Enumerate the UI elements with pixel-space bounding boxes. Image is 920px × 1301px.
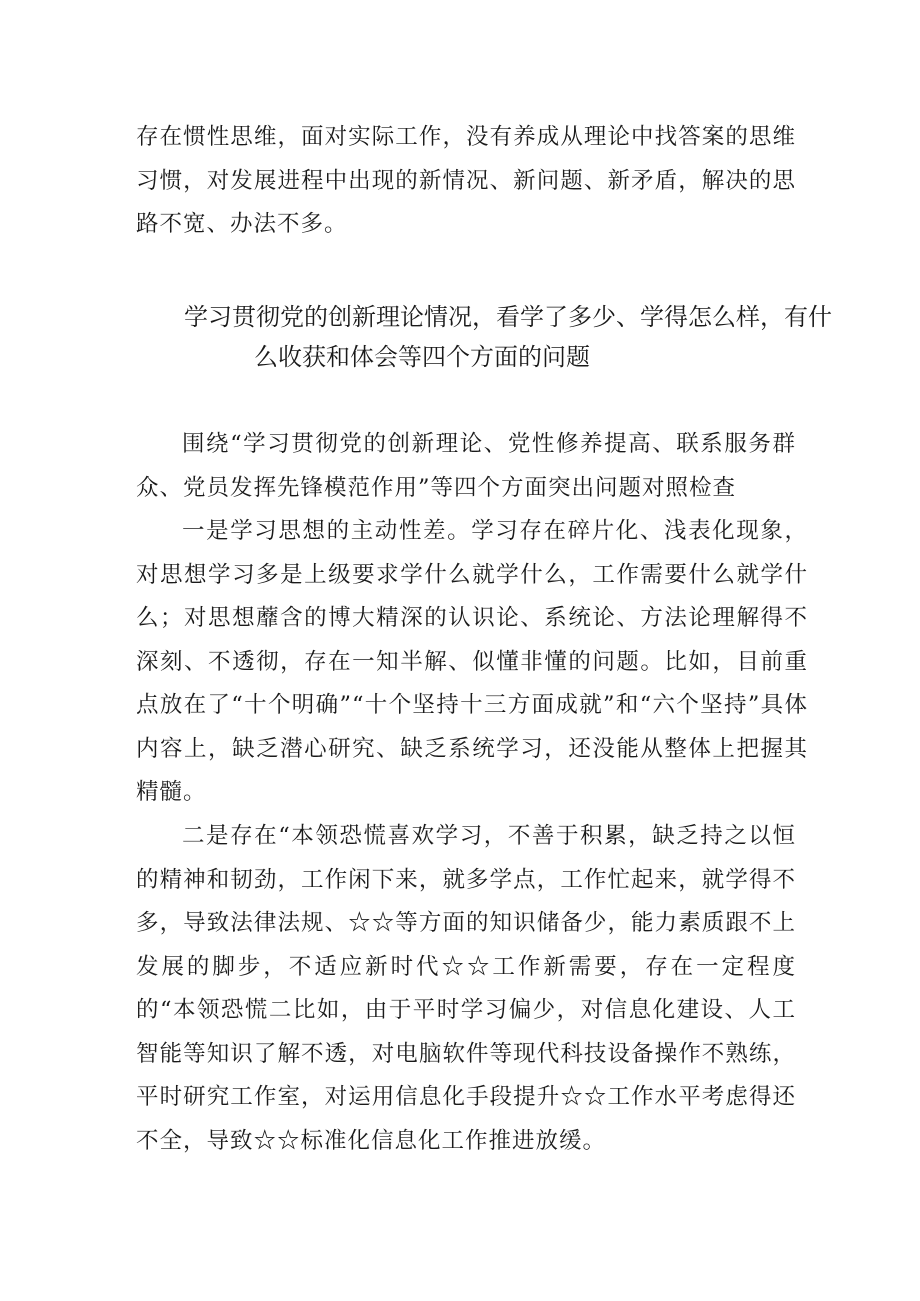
paragraph-continuation: 存在惯性思维，面对实际工作，没有养成从理论中找答案的思维习惯，对发展进程中出现的新情况、新问题、新矛盾，解决的思路不宽、办法不多。 (136, 124, 796, 237)
section-heading-line-1: 学习贯彻党的创新理论情况，看学了多少、学得怎么样，有什 (184, 303, 832, 331)
paragraph-point-two: 二是存在“本领恐慌喜欢学习，不善于积累，缺乏持之以恒的精神和韧劲，工作闲下来，就多学点，工作忙起来，就学得不多，导致法律法规、☆☆等方面的知识储备少，能力素质跟不上发展的脚步，不适应新时代☆☆工作新需要，存在一定程度的“本领恐慌二比如，由于平时学习偏少，对信息化建设、人工智能等知识了解不透，对电脑软件等现代科技设备操作不熟练，平时研究工作室，对运用信息化手段提升☆☆工作水平考虑得还不全，导致☆☆标准化信息化工作推进放缓。 (136, 823, 796, 1154)
section-heading-line-2: 么收获和体会等四个方面的问题 (254, 343, 590, 371)
section-heading (136, 297, 836, 377)
paragraph-point-one: 一是学习思想的主动性差。学习存在碎片化、浅表化现象，对思想学习多是上级要求学什么就学什么，工作需要什么就学什么；对思想蘼含的博大精深的认识论、系统论、方法论理解得不深刻、不透彻，存在一知半解、似懂非懂的问题。比如，目前重点放在了“十个明确”“十个坚持十三方面成就”和“六个坚持”具体内容上，缺乏潜心研究、缺乏系统学习，还没能从整体上把握其精髓。 (136, 518, 808, 805)
paragraph-intro: 围绕“学习贯彻党的创新理论、党性修养提高、联系服务群众、党员发挥先锋模范作用”等四个方面突出问题对照检查 (136, 431, 796, 501)
